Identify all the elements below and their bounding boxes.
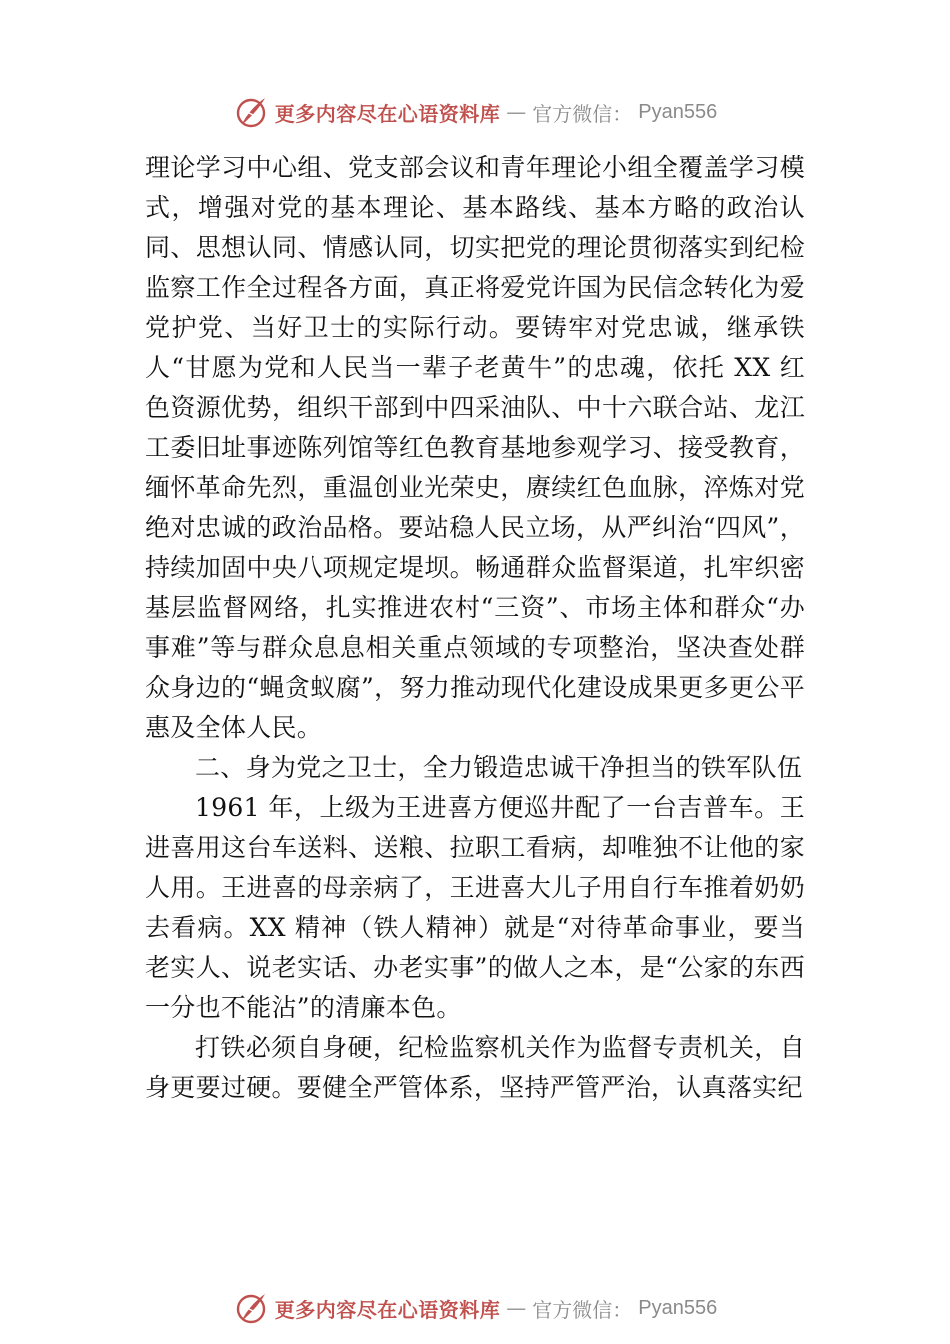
footer-brand-text: 更多内容尽在心语资料库: [274, 1297, 501, 1322]
section-heading: 二、身为党之卫士，全力锻造忠诚干净担当的铁军队伍: [195, 753, 803, 782]
footer-wechat-label: 官方微信：: [532, 1297, 633, 1322]
footer-dash: —: [506, 1296, 527, 1320]
footer-wechat-id: Pyan556: [638, 1296, 718, 1319]
header-banner: [0, 90, 950, 134]
header-brand-text: 更多内容尽在心语资料库: [274, 101, 501, 126]
footer-banner: [0, 1286, 950, 1330]
document-body: [145, 148, 805, 1108]
header-wechat-label: 官方微信：: [532, 101, 633, 126]
paragraph-3: 打铁必须自身硬，纪检监察机关作为监督专责机关，自身更要过硬。要健全严管体系，坚持严管严治，认真落实纪: [145, 1033, 805, 1102]
header-wechat-id: Pyan556: [638, 100, 718, 123]
paragraph-2: 1961 年，上级为王进喜方便巡井配了一台吉普车。王进喜用这台车送料、送粮、拉职工看病，却唯独不让他的家人用。王进喜的母亲病了，王进喜大儿子用自行车推着奶奶去看病。XX 精神（铁人精神）就是“对待革命事业，要当老实人、说老实话、办老实事”的做人之本，是“公家的东西一分也不能沾”的清廉本色。: [145, 793, 805, 1022]
paragraph-1: 理论学习中心组、党支部会议和青年理论小组全覆盖学习模式，增强对党的基本理论、基本路线、基本方略的政治认同、思想认同、情感认同，切实把党的理论贯彻落实到纪检监察工作全过程各方面，真正将爱党许国为民信念转化为爱党护党、当好卫士的实际行动。要铸牢对党忠诚，继承铁人“甘愿为党和人民当一辈子老黄牛”的忠魂，依托 XX 红色资源优势，组织干部到中四采油队、中十六联合站、龙江工委旧址事迹陈列馆等红色教育基地参观学习、接受教育，缅怀革命先烈，重温创业光荣史，赓续红色血脉，淬炼对党绝对忠诚的政治品格。要站稳人民立场，从严纠治“四风”，持续加固中央八项规定堤坝。畅通群众监督渠道，扎牢织密基层监督网络，扎实推进农村“三资”、市场主体和群众“办事难”等与群众息息相关重点领域的专项整治，坚决查处群众身边的“蝇贪蚁腐”，努力推动现代化建设成果更多更公平惠及全体人民。: [145, 153, 805, 742]
quill-logo-icon: [233, 1290, 269, 1326]
header-dash: —: [506, 100, 527, 124]
quill-logo-icon: [233, 94, 269, 130]
